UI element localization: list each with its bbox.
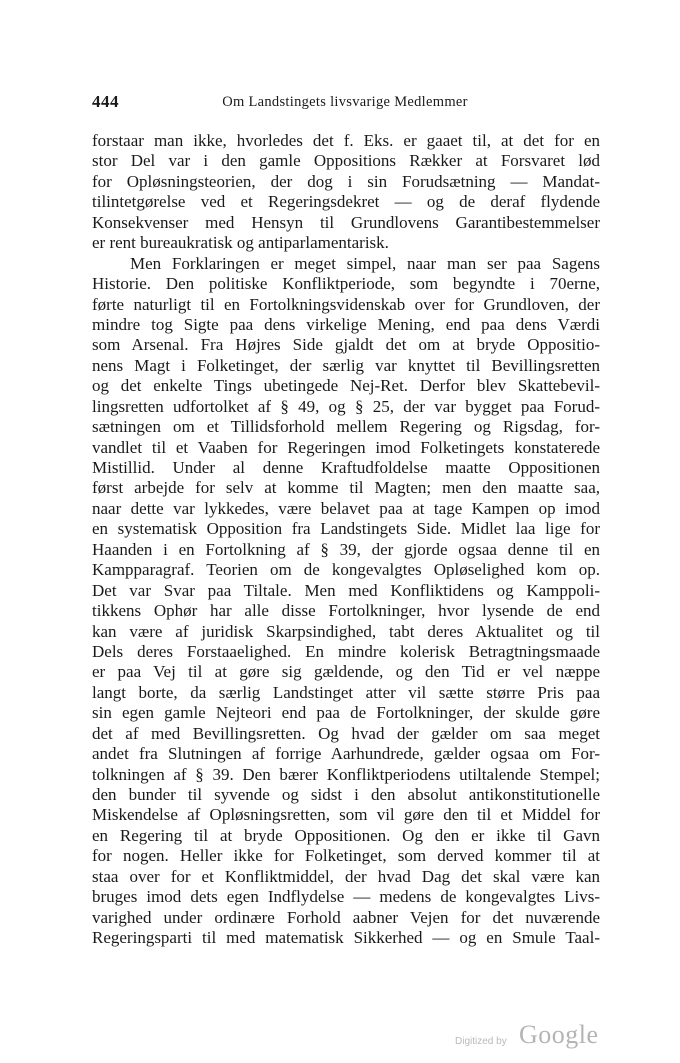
text-line: Men Forklaringen er meget simpel, naar man ser paa Sagens [130, 253, 600, 273]
text-line: Haanden i en Fortolkning af § 39, der gjorde ogsaa denne til en [92, 539, 600, 559]
text-line: tikkens Ophør har alle disse Fortolkninger, hvor lysende de end [92, 601, 600, 621]
text-line: for nogen. Heller ikke for Folketinget, som derved kommer til at [92, 846, 600, 866]
text-line: naar dette var lykkedes, være belavet paa at tage Kampen op imod [92, 498, 600, 518]
text-line: staa over for et Konfliktmiddel, der hvad Dag det skal være kan [92, 866, 600, 886]
text-line: nens Magt i Folketinget, der særlig var knyttet til Bevillingsretten [92, 355, 600, 375]
text-line: Regeringsparti til med matematisk Sikkerhed — og en Smule Taal- [92, 928, 600, 948]
text-line: lingsretten udfortolket af § 49, og § 25, der var bygget paa Forud- [92, 396, 600, 416]
text-line: og det enkelte Tings ubetingede Nej-Ret. Derfor blev Skattebevil- [92, 376, 600, 396]
text-line: som Arsenal. Fra Højres Side gjaldt det om at bryde Oppositio- [92, 335, 600, 355]
page-header [90, 92, 600, 116]
text-line: Kampparagraf. Teorien om de kongevalgtes Opløselighed kom op. [92, 560, 600, 580]
text-line: Dels deres Forstaaelighed. En mindre kolerisk Betragtningsmaade [92, 641, 600, 661]
text-line: en Regering til at bryde Oppositionen. Og den er ikke til Gavn [92, 825, 600, 845]
text-line: førte naturligt til en Fortolkningsvidenskab over for Grundloven, der [92, 294, 600, 314]
google-logo: Google [519, 1020, 599, 1049]
page-number: 444 [92, 92, 119, 111]
text-line: bruges imod dets egen Indflydelse — medens de kongevalgtes Livs- [92, 887, 600, 907]
text-line: stor Del var i den gamle Oppositions Rækker at Forsvaret lød [92, 151, 600, 171]
text-line: forstaar man ikke, hvorledes det f. Eks. er gaaet til, at det for en [92, 131, 600, 150]
text-line: mindre tog Sigte paa dens virkelige Mening, end paa dens Værdi [92, 314, 600, 334]
text-line: en systematisk Opposition fra Landstingets Side. Midlet laa lige for [92, 519, 600, 539]
text-line: tolkningen af § 39. Den bærer Konfliktperiodens utiltalende Stempel; [92, 764, 600, 784]
text-line: den bunder til syvende og sidst i den absolut antikonstitutionelle [92, 785, 600, 804]
text-line: tilintetgørelse ved et Regeringsdekret — og de deraf flydende [92, 192, 600, 212]
text-line: Mistillid. Under al denne Kraftudfoldelse maatte Oppositionen [92, 458, 600, 477]
text-line: Miskendelse af Opløsningsretten, som vil gøre den til et Middel for [92, 805, 600, 825]
text-line: langt borte, da særlig Landstinget atter vil sætte større Pris paa [92, 682, 600, 702]
text-line: Konsekvenser med Hensyn til Grundlovens Garantibestemmelser [92, 212, 600, 232]
text-line: Historie. Den politiske Konfliktperiode, som begyndte i 70erne, [92, 274, 600, 294]
text-line: er paa Vej til at gøre sig gældende, og den Tid er vel næppe [92, 662, 600, 682]
text-line: for Opløsningsteorien, der dog i sin Forudsætning — Mandat- [92, 171, 600, 191]
text-line: det af med Bevillingsretten. Og hvad der gælder om saa meget [92, 723, 600, 743]
watermark-prefix: Digitized by [455, 1036, 507, 1047]
text-line: sin egen gamle Nejteori end paa de Fortolkninger, der skulde gøre [92, 703, 600, 723]
running-title: Om Landstingets livsvarige Medlemmer [222, 94, 468, 110]
text-line: vandlet til et Vaaben for Regeringen imod Folketingets konstaterede [92, 437, 600, 457]
text-line: Det var Svar paa Tiltale. Men med Konfliktidens og Kamppoli- [92, 580, 600, 600]
text-line: varighed under ordinære Forhold aabner Vejen for det nuværende [92, 907, 600, 927]
text-line: sætningen om et Tillidsforhold mellem Regering og Rigsdag, for- [92, 417, 600, 437]
text-line: først arbejde for selv at komme til Magten; men den maatte saa, [92, 478, 600, 498]
body-text [92, 131, 600, 949]
digitized-watermark [455, 1020, 615, 1060]
text-line: andet fra Slutningen af forrige Aarhundrede, gælder ogsaa om For- [92, 744, 600, 764]
text-line: kan være af juridisk Skarpsindighed, tabt deres Aktualitet og til [92, 621, 600, 641]
text-line: er rent bureaukratisk og antiparlamentarisk. [92, 233, 389, 253]
